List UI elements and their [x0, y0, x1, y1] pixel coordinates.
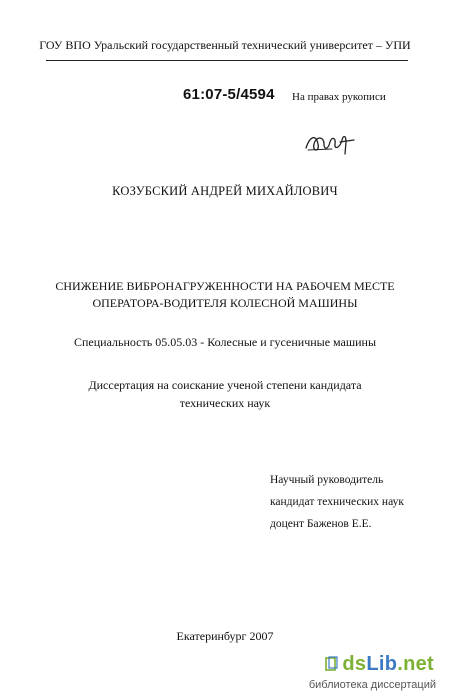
supervisor-degree: кандидат технических наук	[270, 496, 404, 508]
specialty: Специальность 05.05.03 - Колесные и гусеничные машины	[73, 335, 377, 349]
city-year: Екатеринбург 2007	[176, 629, 274, 643]
supervisor-role: Научный руководитель	[270, 474, 384, 486]
rights-note: На правах рукописи	[292, 91, 386, 103]
shelfmark: 61:07-5/4594	[183, 86, 275, 103]
watermark-logo-net: .net	[397, 653, 434, 675]
dslib-mark-icon	[325, 656, 338, 672]
author-name: КОЗУБСКИЙ АНДРЕЙ МИХАЙЛОВИЧ	[112, 184, 338, 198]
degree-line-2: технических наук	[179, 396, 271, 410]
header-rule	[46, 60, 408, 61]
institution-header: ГОУ ВПО Уральский государственный технический университет – УПИ	[39, 38, 411, 52]
supervisor-name: доцент Баженов Е.Е.	[270, 518, 372, 530]
watermark-logo[interactable]	[342, 653, 434, 676]
watermark-logo-lib: Lib	[366, 653, 398, 675]
thesis-title-line-1: СНИЖЕНИЕ ВИБРОНАГРУЖЕННОСТИ НА РАБОЧЕМ МЕСТЕ	[55, 279, 395, 293]
degree-line-1: Диссертация на соискание ученой степени кандидата	[88, 378, 362, 392]
thesis-title-line-2: ОПЕРАТОРА-ВОДИТЕЛЯ КОЛЕСНОЙ МАШИНЫ	[92, 296, 358, 310]
signature-icon	[302, 130, 358, 156]
watermark-subtitle: библиотека диссертаций	[308, 679, 436, 691]
watermark-logo-ds: ds	[342, 653, 367, 675]
